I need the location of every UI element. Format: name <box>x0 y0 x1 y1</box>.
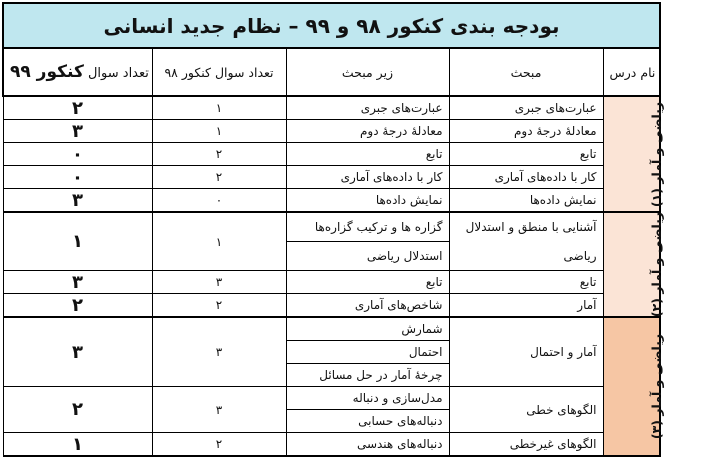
topic-cell: تابع <box>449 143 603 166</box>
subtopic-cell: شاخص‌های آماری <box>286 294 449 318</box>
header-count-99-bold: کنکور ۹۹ <box>10 62 84 82</box>
count-98-cell: ۲ <box>152 294 286 318</box>
count-99-cell: ۰ <box>3 143 152 166</box>
course-cell <box>603 317 664 456</box>
table-row <box>3 433 660 457</box>
topic-cell: آشنایی با منطق و استدلال <box>449 212 603 242</box>
subtopic-cell: تابع <box>286 143 449 166</box>
count-98-cell: ۱ <box>152 96 286 120</box>
header-count-99-prefix: تعداد سوال <box>87 66 149 81</box>
count-98-cell: ۲ <box>152 143 286 166</box>
count-99-cell: ۰ <box>3 166 152 189</box>
table-row <box>3 96 660 120</box>
table-title: بودجه بندی کنکور ۹۸ و ۹۹ – نظام جدید انسانی <box>3 3 660 48</box>
table-row <box>3 143 660 166</box>
course-group-2 <box>3 211 664 318</box>
budget-table-sheet <box>2 2 664 464</box>
count-98-cell: ۲ <box>152 433 286 457</box>
count-99-cell: ۳ <box>3 120 152 143</box>
header-row <box>3 48 660 96</box>
topic-cell: تابع <box>449 271 603 294</box>
table-row <box>3 120 660 143</box>
subtopic-cell: معادلهٔ درجهٔ دوم <box>286 120 449 143</box>
topic-cell: عبارت‌های جبری <box>449 96 603 120</box>
topic-cell-continued: ریاضی <box>449 242 603 271</box>
count-98-cell: ۲ <box>152 166 286 189</box>
count-98-cell: ۱ <box>152 120 286 143</box>
topic-cell: معادلهٔ درجهٔ دوم <box>449 120 603 143</box>
table-row <box>3 271 660 294</box>
count-98-cell: ۱ <box>152 212 286 271</box>
count-98-cell: ۰ <box>152 189 286 213</box>
subtopic-cell: استدلال ریاضی <box>286 242 449 271</box>
header-count-98: تعداد سوال کنکور ۹۸ <box>152 48 286 96</box>
subtopic-cell: دنباله‌های هندسی <box>286 433 449 457</box>
subtopic-cell: دنباله‌های حسابی <box>286 410 449 433</box>
course-group-3 <box>3 317 664 456</box>
course-label: ریاضی و آمار (۲) <box>648 211 664 318</box>
count-98-cell: ۳ <box>152 317 286 387</box>
course-label: ریاضی و آمار (۱) <box>648 101 664 207</box>
subtopic-cell: شمارش <box>286 317 449 341</box>
count-99-cell: ۱ <box>3 433 152 457</box>
subtopic-cell: مدل‌سازی و دنباله <box>286 387 449 410</box>
topic-cell: الگوهای خطی <box>449 387 603 433</box>
header-subtopic: زیر مبحث <box>286 48 449 96</box>
topic-cell: آمار <box>449 294 603 318</box>
count-99-cell: ۱ <box>3 212 152 271</box>
subtopic-cell: احتمال <box>286 341 449 364</box>
subtopic-cell: گزاره ها و ترکیب گزاره‌ها <box>286 212 449 242</box>
count-99-cell: ۳ <box>3 317 152 387</box>
subtopic-cell: چرخهٔ آمار در حل مسائل <box>286 364 449 387</box>
header-count-99 <box>3 48 152 96</box>
subtopic-cell: کار با داده‌های آماری <box>286 166 449 189</box>
subtopic-cell: عبارت‌های جبری <box>286 96 449 120</box>
topic-cell: کار با داده‌های آماری <box>449 166 603 189</box>
table-row <box>3 212 660 242</box>
topic-cell: الگوهای غیرخطی <box>449 433 603 457</box>
course-group-1 <box>3 96 664 212</box>
exam-budget-table <box>2 2 664 457</box>
subtopic-cell: تابع <box>286 271 449 294</box>
header-topic: مبحث <box>449 48 603 96</box>
table-row <box>3 166 660 189</box>
table-row <box>3 294 660 318</box>
course-cell <box>603 211 664 318</box>
subtopic-cell: نمایش داده‌ها <box>286 189 449 213</box>
count-99-cell: ۲ <box>3 387 152 433</box>
header-course: نام درس <box>603 48 660 96</box>
count-98-cell: ۳ <box>152 387 286 433</box>
topic-cell: نمایش داده‌ها <box>449 189 603 213</box>
count-99-cell: ۲ <box>3 96 152 120</box>
count-99-cell: ۳ <box>3 271 152 294</box>
table-row <box>3 189 660 213</box>
count-98-cell: ۳ <box>152 271 286 294</box>
table-row <box>3 387 660 410</box>
count-99-cell: ۳ <box>3 189 152 213</box>
course-cell <box>603 96 664 212</box>
table-row <box>3 317 660 341</box>
course-label: ریاضی و آمار (۳) <box>648 333 664 440</box>
count-99-cell: ۲ <box>3 294 152 318</box>
topic-cell: آمار و احتمال <box>449 317 603 387</box>
